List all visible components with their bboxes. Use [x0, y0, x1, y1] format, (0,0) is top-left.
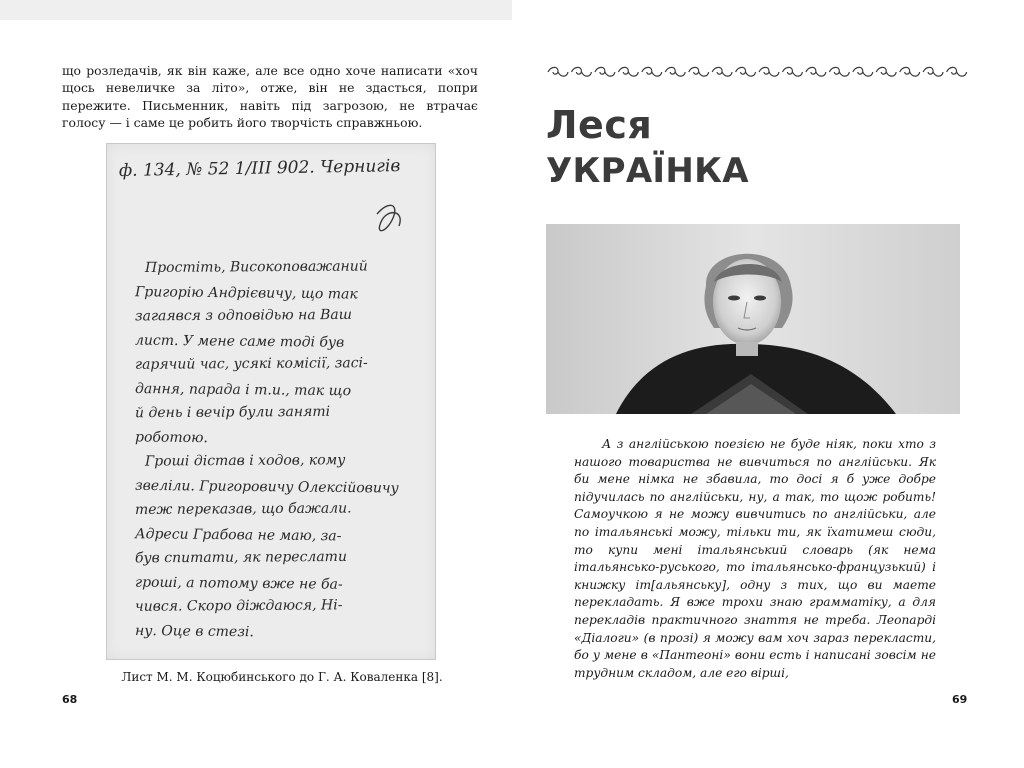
letter-line: лист. У мене саме тоді був [134, 332, 345, 351]
letter-handwriting-image [107, 144, 435, 659]
ornament-swirl [900, 67, 920, 76]
ornament-swirl [642, 67, 662, 76]
letter-line: ну. Оце в стезі. [134, 623, 254, 641]
page-number-left: 68 [62, 693, 78, 706]
author-last-name: УКРАЇНКА [546, 151, 749, 191]
ornament-swirl [595, 67, 615, 76]
bleed-strip [0, 0, 512, 20]
letter-line: роботою. [134, 429, 208, 447]
letter-line: Гроші дістав і ходов, кому [144, 452, 346, 470]
letter-line: чився. Скоро діждаюся, Ні- [134, 597, 343, 615]
quote-paragraph: А з англійською поезією не буде ніяк, поки хто з нашого товариства не вивчиться по англійськи. Як би мене німка не збавила, то досі я б уже добре підучилась по англійськи, ну, а так, то щож робить! Самоучкою я не можу вивчитись по англійськи, але по італьянські можу, тільки ти, як їхатимеш сюди, то купи мені італьянський словарь (як нема італьянсько-руського, то італьянсько-французький) і книжку іт[альянську], одну з тих, що ви маете перекладать. Я вже трохи знаю грамматіку, а для перекладів практичного знаття не треба. Леопарді «Діалоги» (в прозі) я можу вам хоч зараз перекласти, бо у мене в «Пантеоні» вони есть і написані зовсім не трудним складом, але его вірші, [574, 437, 936, 680]
ornament-swirl [618, 67, 638, 76]
letter-line: звеліли. Григоровичу Олексійовичу [134, 477, 399, 497]
letter-line: Адреси Грабова не маю, за- [134, 526, 342, 545]
body-paragraph: що розледачів, як він каже, але все одно хоче написати «хоч щось невеличке за літо», отже, він не здасться, попри пережите. Письменник, навіть під загрозою, не втрачає голосу — і саме це робить його творчість справжньою. [62, 63, 478, 131]
letter-line: дання, парада і т.и., так що [134, 381, 352, 400]
letter-doodle-icon [377, 205, 400, 230]
ornament-swirl [571, 67, 591, 76]
author-first-name: Леся [546, 103, 653, 147]
ornament-swirl [947, 67, 967, 76]
right-page [512, 0, 1024, 768]
letter-line: гроші, а потому вже не ба- [134, 574, 343, 593]
letter-line: гарячий час, усякі комісії, засі- [134, 355, 368, 373]
ornament-swirl [736, 67, 756, 76]
letter-line: загаявся з одповідью на Ваш [134, 306, 353, 325]
quote-text [574, 436, 936, 682]
letter-line: Простіть, Високоповажаний [144, 258, 368, 276]
ornament-swirl [759, 67, 779, 76]
letter-header: ф. 134, № 52 1/III 902. Чернигів [118, 156, 401, 181]
ornament-swirl [853, 67, 873, 76]
portrait-photo [546, 224, 960, 414]
letter-line: й день і вечір були заняті [134, 403, 331, 422]
body-text [62, 62, 478, 132]
author-heading [546, 102, 749, 194]
page-number-right: 69 [952, 693, 968, 706]
ornament-swirl [829, 67, 849, 76]
ornament-swirl [876, 67, 896, 76]
letter-line: був спитати, як переслати [134, 548, 348, 567]
ornament-swirl [806, 67, 826, 76]
letter-line: Григорію Андрієвичу, що так [134, 284, 358, 303]
ornament-swirl [782, 67, 802, 76]
ornament-swirl [689, 67, 709, 76]
figure-caption: Лист М. М. Коцюбинського до Г. А. Коваленка [8]. [121, 670, 443, 684]
ornament-swirl [712, 67, 732, 76]
ornament-swirl [548, 67, 568, 76]
ornament-divider-icon [546, 64, 968, 78]
letter-photo [106, 143, 436, 660]
letter-line: теж переказав, що бажали. [134, 500, 352, 518]
ornament-swirl [923, 67, 943, 76]
letter-lines [134, 258, 400, 640]
ornament-swirl [665, 67, 685, 76]
